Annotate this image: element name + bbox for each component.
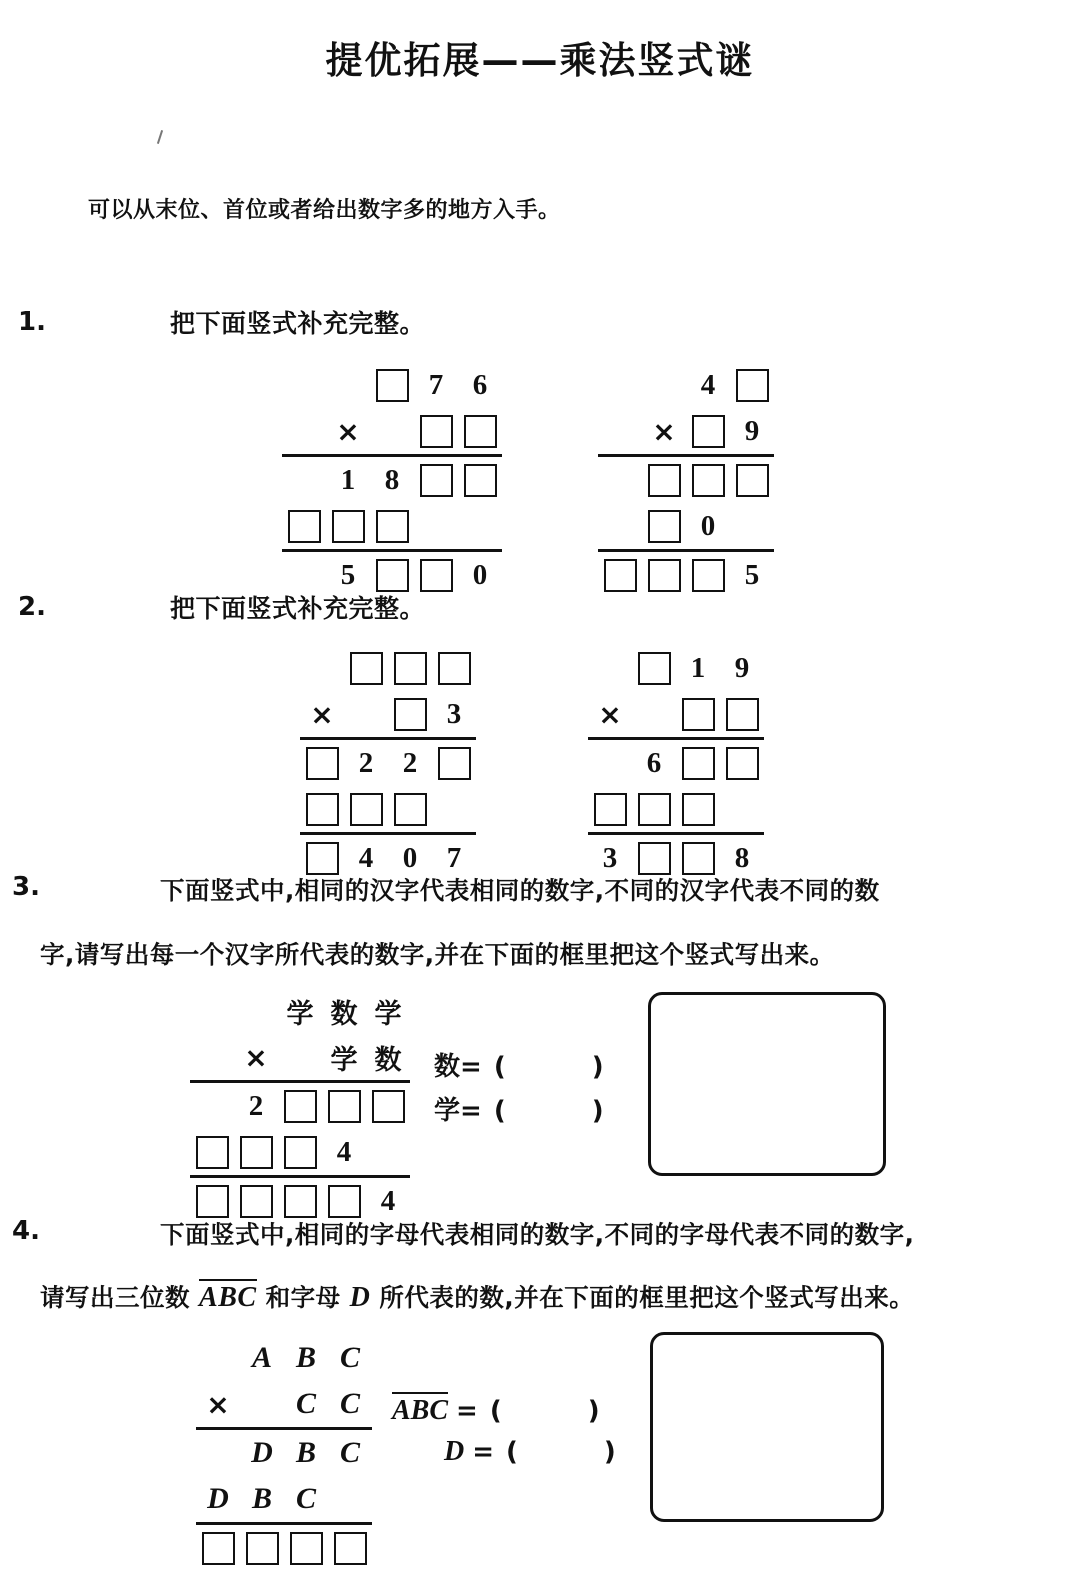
digit-cell	[598, 408, 642, 454]
digit-cell: 4	[358, 841, 374, 874]
digit-cell	[240, 1381, 284, 1427]
answer-box-icon[interactable]	[284, 1185, 317, 1218]
paren-open: (	[506, 1437, 518, 1467]
problem1-left-vertical	[282, 362, 502, 598]
digit-cell	[282, 457, 326, 503]
answer-box-icon[interactable]	[246, 1532, 279, 1565]
answer-box-icon[interactable]	[196, 1136, 229, 1169]
vertical-row	[190, 1083, 410, 1129]
equals-sign: =	[460, 1052, 482, 1082]
paren-close: )	[603, 1437, 616, 1467]
answer-box-icon[interactable]	[682, 698, 715, 731]
problem-4-text-line1: 下面竖式中,相同的字母代表相同的数字,不同的字母代表不同的数字,	[160, 1220, 915, 1249]
vertical-row	[300, 786, 476, 832]
digit-cell	[196, 1335, 240, 1381]
answer-box-icon[interactable]	[594, 793, 627, 826]
scan-artifact-mark	[157, 130, 163, 144]
digit-cell: 8	[734, 841, 750, 874]
problem3-answer-lines	[434, 1046, 604, 1134]
blank-box-cell[interactable]	[278, 1083, 322, 1129]
digit-cell: 4	[336, 1135, 352, 1168]
blank-box-cell[interactable]	[598, 552, 642, 598]
answer-box-icon[interactable]	[438, 652, 471, 685]
answer-box-icon[interactable]	[638, 793, 671, 826]
vertical-row	[196, 1381, 372, 1427]
problem-4-text-part-a: 请写出三位数	[40, 1283, 200, 1312]
answer-box-icon[interactable]	[202, 1532, 235, 1565]
digit-cell: 1	[340, 463, 356, 496]
digit-cell: 9	[744, 414, 760, 447]
answer-box-icon[interactable]	[726, 698, 759, 731]
vertical-row	[300, 645, 476, 691]
answer-box-icon[interactable]	[420, 559, 453, 592]
problem3-vertical	[190, 988, 410, 1224]
digit-cell	[432, 786, 476, 832]
multiply-operator: ×	[206, 1387, 230, 1421]
answer-box-icon[interactable]	[332, 510, 365, 543]
letter-cell: C	[339, 1387, 360, 1420]
digit-cell: 0	[402, 841, 418, 874]
digit-cell: 9	[734, 651, 750, 684]
digit-cell	[720, 786, 764, 832]
digit-cell: 2	[402, 746, 418, 779]
problem4-vertical	[196, 1335, 372, 1571]
vertical-row	[598, 552, 774, 598]
hint-text: 可以从末位、首位或者给出数字多的地方入手。	[88, 198, 561, 223]
digit-cell: 2	[248, 1089, 264, 1122]
answer-box-icon[interactable]	[736, 464, 769, 497]
digit-cell: 6	[646, 746, 662, 779]
vertical-row	[196, 1430, 372, 1476]
vertical-row	[196, 1476, 372, 1522]
vertical-row	[588, 645, 764, 691]
answer-box-icon[interactable]	[638, 652, 671, 685]
vertical-row	[588, 740, 764, 786]
answer-box-icon[interactable]	[420, 415, 453, 448]
answer-box-icon[interactable]	[306, 842, 339, 875]
answer-box-icon[interactable]	[196, 1185, 229, 1218]
digit-cell	[632, 691, 676, 737]
blank-box-cell[interactable]	[388, 786, 432, 832]
blank-box-cell[interactable]	[686, 408, 730, 454]
answer-box-icon[interactable]	[736, 369, 769, 402]
answer-label: 数	[434, 1052, 461, 1082]
answer-box-icon[interactable]	[376, 559, 409, 592]
digit-cell: 3	[446, 697, 462, 730]
letter-cell: B	[251, 1482, 272, 1515]
answer-box-icon[interactable]	[288, 510, 321, 543]
digit-cell: 0	[472, 558, 488, 591]
hanzi-cell: 学	[286, 998, 314, 1030]
blank-box-cell[interactable]	[676, 691, 720, 737]
vertical-row	[282, 362, 502, 408]
answer-box-icon[interactable]	[648, 464, 681, 497]
answer-box-icon[interactable]	[682, 747, 715, 780]
letter-cell: B	[295, 1436, 316, 1469]
digit-cell	[190, 1083, 234, 1129]
multiply-operator: ×	[244, 1040, 268, 1074]
blank-box-cell[interactable]	[676, 740, 720, 786]
digit-cell	[588, 645, 632, 691]
equals-sign: =	[456, 1396, 478, 1426]
paren-close: )	[587, 1396, 600, 1426]
answer-box-icon[interactable]	[376, 510, 409, 543]
blank-box-cell[interactable]	[632, 645, 676, 691]
vertical-row	[190, 1129, 410, 1175]
answer-label-d: D	[444, 1436, 465, 1467]
vertical-row	[190, 1034, 410, 1080]
blank-box-cell[interactable]	[282, 503, 326, 549]
digit-cell	[234, 988, 278, 1034]
blank-box-cell[interactable]	[686, 552, 730, 598]
answer-row-xue	[434, 1090, 604, 1134]
problem-1-text: 把下面竖式补充完整。	[170, 309, 426, 338]
digit-cell: 2	[358, 746, 374, 779]
blank-box-cell[interactable]	[344, 786, 388, 832]
digit-cell	[642, 362, 686, 408]
problem-4-text-part-c: 所代表的数,并在下面的框里把这个竖式写出来。	[370, 1283, 915, 1312]
digit-cell	[414, 503, 458, 549]
digit-cell	[588, 740, 632, 786]
blank-box-cell[interactable]	[370, 362, 414, 408]
blank-box-cell[interactable]	[322, 1083, 366, 1129]
blank-box-cell[interactable]	[730, 457, 774, 503]
problem-3-number: 3.	[12, 872, 40, 902]
problem-1-number: 1.	[18, 307, 46, 337]
blank-box-cell[interactable]	[720, 740, 764, 786]
answer-box-icon[interactable]	[284, 1090, 317, 1123]
answer-box-icon[interactable]	[682, 793, 715, 826]
answer-box-icon[interactable]	[328, 1185, 361, 1218]
letter-cell: A	[251, 1341, 272, 1374]
answer-box-icon[interactable]	[334, 1532, 367, 1565]
blank-box-cell[interactable]	[588, 786, 632, 832]
digit-cell	[190, 1034, 234, 1080]
digit-cell: 4	[380, 1184, 396, 1217]
digit-cell	[190, 988, 234, 1034]
blank-box-cell[interactable]	[730, 362, 774, 408]
letter-cell: C	[295, 1482, 316, 1515]
problem-4-text-line2	[40, 1279, 914, 1314]
equals-sign: =	[472, 1437, 495, 1467]
problem-2-text: 把下面竖式补充完整。	[170, 594, 426, 623]
vertical-row	[282, 503, 502, 549]
blank-box-cell[interactable]	[432, 740, 476, 786]
blank-box-cell[interactable]	[240, 1525, 284, 1571]
blank-box-cell[interactable]	[370, 503, 414, 549]
multiply-operator: ×	[598, 697, 622, 731]
vertical-row	[282, 408, 502, 454]
digit-cell	[300, 645, 344, 691]
multiply-operator: ×	[310, 697, 334, 731]
problem-3-text-line2: 字,请写出每一个汉字所代表的数字,并在下面的框里把这个竖式写出来。	[40, 940, 835, 969]
answer-box-icon[interactable]	[284, 1136, 317, 1169]
blank-box-cell[interactable]	[190, 1129, 234, 1175]
answer-box-icon[interactable]	[350, 793, 383, 826]
digit-cell	[326, 362, 370, 408]
answer-box-icon[interactable]	[376, 369, 409, 402]
blank-box-cell[interactable]	[686, 457, 730, 503]
blank-box-cell[interactable]	[278, 1129, 322, 1175]
digit-cell: 5	[340, 558, 356, 591]
digit-cell: 8	[384, 463, 400, 496]
digit-cell: 3	[602, 841, 618, 874]
answer-label-abc: ABC	[392, 1392, 448, 1427]
hanzi-cell: 学	[374, 998, 402, 1030]
answer-box-icon[interactable]	[692, 464, 725, 497]
answer-box-icon[interactable]	[306, 747, 339, 780]
answer-box-icon[interactable]	[394, 698, 427, 731]
vertical-row	[196, 1335, 372, 1381]
blank-box-cell[interactable]	[414, 408, 458, 454]
vertical-row	[598, 362, 774, 408]
digit-cell	[366, 1129, 410, 1175]
answer-box-icon[interactable]	[438, 747, 471, 780]
digit-cell: 4	[700, 368, 716, 401]
digit-cell: 5	[744, 558, 760, 591]
problem1-right-vertical	[598, 362, 774, 598]
blank-box-cell[interactable]	[196, 1525, 240, 1571]
vertical-row	[282, 457, 502, 503]
blank-box-cell[interactable]	[432, 645, 476, 691]
digit-cell	[370, 408, 414, 454]
digit-cell	[598, 362, 642, 408]
answer-row-shu	[434, 1046, 604, 1090]
vertical-row	[598, 503, 774, 549]
answer-box-icon[interactable]	[394, 793, 427, 826]
answer-box-icon[interactable]	[240, 1185, 273, 1218]
blank-box-cell[interactable]	[366, 1083, 410, 1129]
answer-box-icon[interactable]	[604, 559, 637, 592]
answer-box-icon[interactable]	[328, 1090, 361, 1123]
answer-box-icon[interactable]	[648, 510, 681, 543]
blank-box-cell[interactable]	[326, 503, 370, 549]
answer-box-icon[interactable]	[692, 415, 725, 448]
blank-box-cell[interactable]	[414, 457, 458, 503]
blank-box-cell[interactable]	[388, 691, 432, 737]
blank-box-cell[interactable]	[458, 408, 502, 454]
problem4-work-box[interactable]	[650, 1332, 884, 1522]
hanzi-cell: 学	[330, 1044, 358, 1076]
letter-cell: B	[295, 1341, 316, 1374]
digit-cell	[344, 691, 388, 737]
blank-box-cell[interactable]	[328, 1525, 372, 1571]
digit-cell	[282, 408, 326, 454]
digit-cell: 7	[446, 841, 462, 874]
blank-box-cell[interactable]	[344, 645, 388, 691]
vertical-row	[588, 691, 764, 737]
paren-close: )	[591, 1052, 604, 1082]
blank-box-cell[interactable]	[300, 786, 344, 832]
paren-open: (	[493, 1052, 506, 1082]
problem3-work-box[interactable]	[648, 992, 886, 1176]
letter-cell: D	[207, 1482, 229, 1515]
answer-box-icon[interactable]	[638, 842, 671, 875]
hanzi-cell: 数	[330, 998, 358, 1030]
vertical-row	[598, 457, 774, 503]
letter-cell: C	[339, 1341, 360, 1374]
vertical-row	[300, 740, 476, 786]
problem2-left-vertical	[300, 645, 476, 881]
blank-box-cell[interactable]	[458, 457, 502, 503]
letter-cell: C	[339, 1436, 360, 1469]
answer-box-icon[interactable]	[290, 1532, 323, 1565]
page-title: 提优拓展——乘法竖式谜	[325, 39, 755, 82]
answer-box-icon[interactable]	[692, 559, 725, 592]
vertical-row	[190, 988, 410, 1034]
d-symbol: D	[349, 1282, 371, 1313]
answer-row-abc	[392, 1392, 616, 1436]
answer-box-icon[interactable]	[682, 842, 715, 875]
blank-box-cell[interactable]	[388, 645, 432, 691]
digit-cell	[598, 457, 642, 503]
problem2-right-vertical	[588, 645, 764, 881]
vertical-row	[598, 408, 774, 454]
blank-box-cell[interactable]	[284, 1525, 328, 1571]
problem-3-text-line1: 下面竖式中,相同的汉字代表相同的数字,不同的汉字代表不同的数	[160, 876, 880, 905]
problem4-answer-lines	[392, 1392, 616, 1480]
problem-4-number: 4.	[12, 1216, 40, 1246]
answer-box-icon[interactable]	[350, 652, 383, 685]
digit-cell: 6	[472, 368, 488, 401]
digit-cell: 7	[428, 368, 444, 401]
letter-cell: D	[251, 1436, 273, 1469]
equals-sign: =	[460, 1096, 482, 1126]
blank-box-cell[interactable]	[300, 740, 344, 786]
digit-cell: 0	[700, 509, 716, 542]
digit-cell	[196, 1430, 240, 1476]
answer-box-icon[interactable]	[240, 1136, 273, 1169]
answer-label: 学	[434, 1096, 461, 1126]
hanzi-cell: 数	[374, 1044, 402, 1076]
digit-cell	[278, 1034, 322, 1080]
digit-cell	[730, 503, 774, 549]
answer-box-icon[interactable]	[420, 464, 453, 497]
answer-box-icon[interactable]	[464, 464, 497, 497]
answer-box-icon[interactable]	[648, 559, 681, 592]
answer-box-icon[interactable]	[372, 1090, 405, 1123]
answer-box-icon[interactable]	[306, 793, 339, 826]
blank-box-cell[interactable]	[676, 786, 720, 832]
answer-row-d	[392, 1436, 616, 1480]
answer-box-icon[interactable]	[394, 652, 427, 685]
answer-box-icon[interactable]	[464, 415, 497, 448]
abc-symbol: ABC	[199, 1279, 257, 1313]
vertical-row	[588, 786, 764, 832]
blank-box-cell[interactable]	[720, 691, 764, 737]
blank-box-cell[interactable]	[642, 503, 686, 549]
multiply-operator: ×	[652, 414, 676, 448]
vertical-row	[300, 691, 476, 737]
blank-box-cell[interactable]	[642, 457, 686, 503]
paren-open: (	[493, 1096, 506, 1126]
problem-4-text-part-b: 和字母	[256, 1283, 350, 1312]
digit-cell	[458, 503, 502, 549]
multiply-operator: ×	[336, 414, 360, 448]
paren-open: (	[489, 1396, 502, 1426]
blank-box-cell[interactable]	[632, 786, 676, 832]
blank-box-cell[interactable]	[642, 552, 686, 598]
digit-cell	[598, 503, 642, 549]
digit-cell	[328, 1476, 372, 1522]
vertical-row	[196, 1525, 372, 1571]
digit-cell: 1	[690, 651, 706, 684]
letter-cell: C	[295, 1387, 316, 1420]
paren-close: )	[591, 1096, 604, 1126]
blank-box-cell[interactable]	[234, 1129, 278, 1175]
problem-2-number: 2.	[18, 592, 46, 622]
answer-box-icon[interactable]	[726, 747, 759, 780]
digit-cell	[282, 362, 326, 408]
